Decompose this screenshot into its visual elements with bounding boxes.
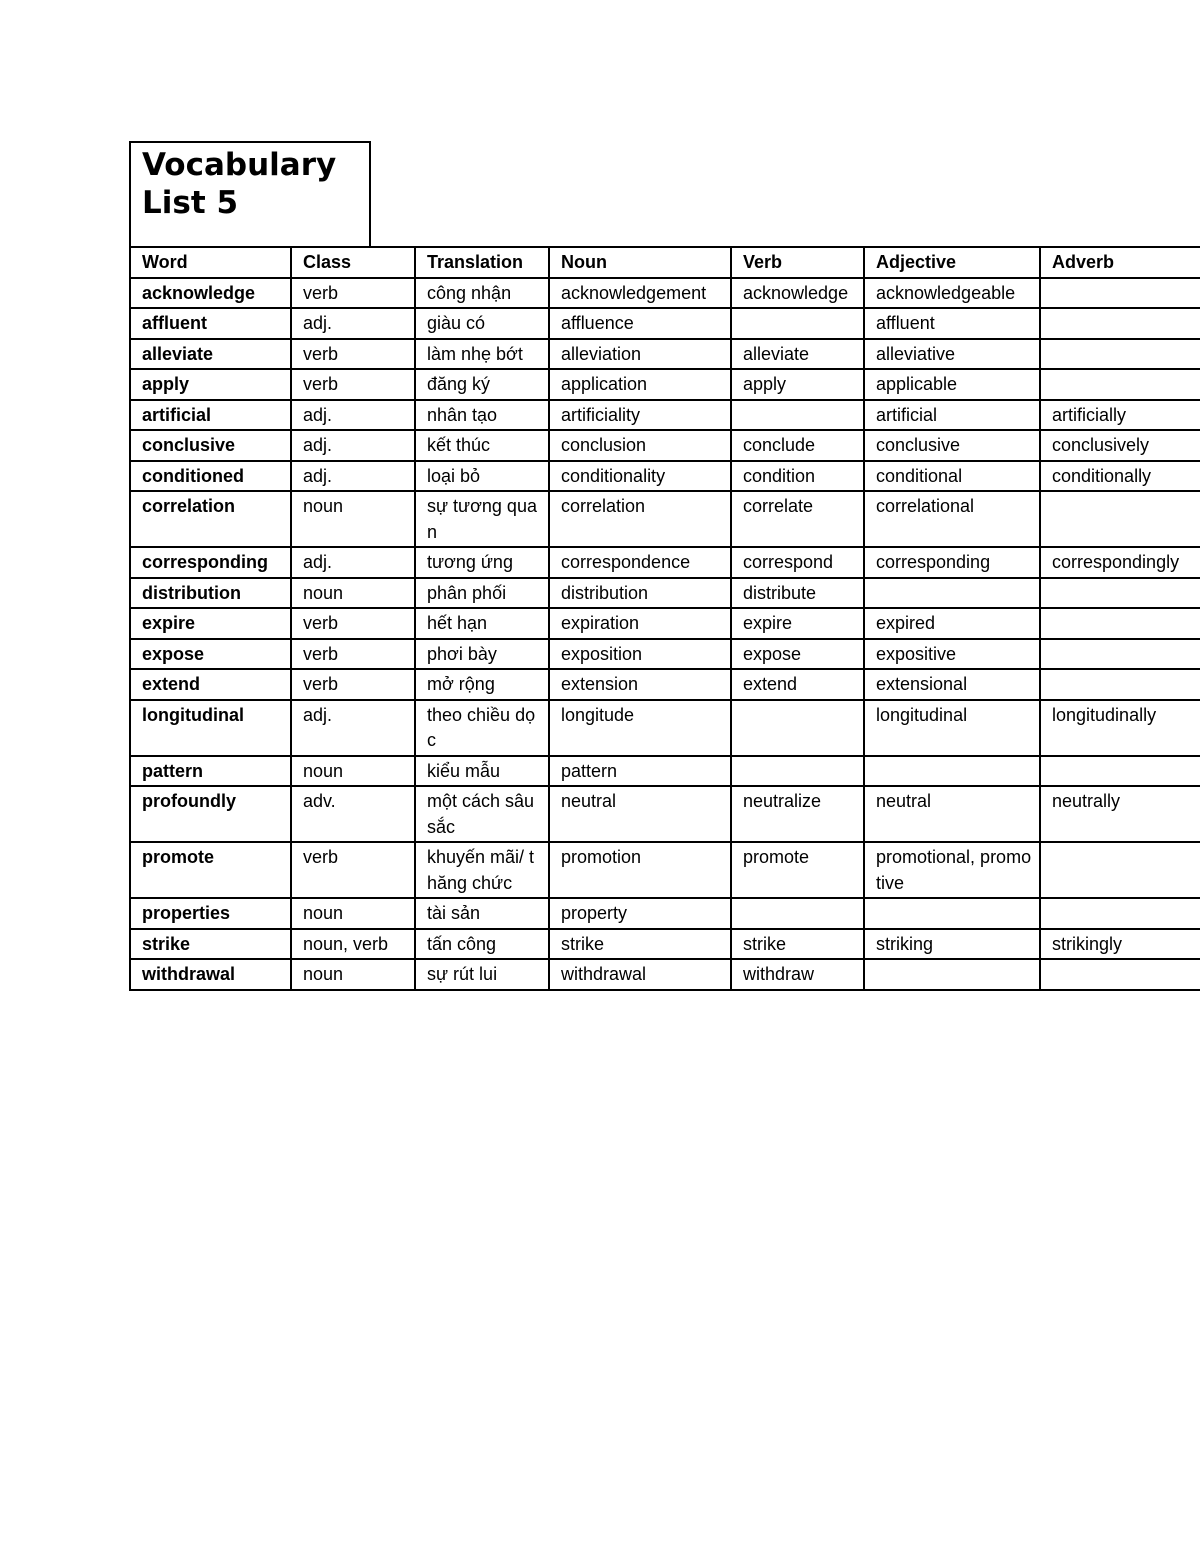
table-row (130, 608, 1200, 639)
cell-class: verb (291, 669, 415, 700)
cell-word: conditioned (130, 461, 291, 492)
cell-noun: acknowledgement (549, 278, 731, 309)
cell-class: noun (291, 898, 415, 929)
cell-adjective (864, 898, 1040, 929)
cell-adverb (1040, 491, 1200, 547)
cell-word: correlation (130, 491, 291, 547)
cell-noun: conditionality (549, 461, 731, 492)
cell-adjective: extensional (864, 669, 1040, 700)
cell-translation: mở rộng (415, 669, 549, 700)
cell-translation: tấn công (415, 929, 549, 960)
header-adjective: Adjective (864, 247, 1040, 278)
table-row (130, 700, 1200, 756)
cell-word: corresponding (130, 547, 291, 578)
cell-class: noun (291, 959, 415, 990)
table-row (130, 278, 1200, 309)
cell-noun: strike (549, 929, 731, 960)
cell-adverb (1040, 308, 1200, 339)
table-row (130, 786, 1200, 842)
cell-word: pattern (130, 756, 291, 787)
cell-word: apply (130, 369, 291, 400)
cell-verb: acknowledge (731, 278, 864, 309)
cell-verb (731, 308, 864, 339)
cell-adverb (1040, 369, 1200, 400)
cell-adjective (864, 959, 1040, 990)
table-row (130, 369, 1200, 400)
page-subtitle: List 5 (142, 185, 239, 221)
table-body (130, 278, 1200, 990)
cell-translation: sự rút lui (415, 959, 549, 990)
cell-translation: giàu có (415, 308, 549, 339)
cell-noun: exposition (549, 639, 731, 670)
cell-noun: correlation (549, 491, 731, 547)
table-row (130, 842, 1200, 898)
cell-adjective (864, 578, 1040, 609)
cell-translation: hết hạn (415, 608, 549, 639)
cell-translation: làm nhẹ bớt (415, 339, 549, 370)
cell-word: artificial (130, 400, 291, 431)
cell-adverb (1040, 608, 1200, 639)
cell-adverb (1040, 278, 1200, 309)
cell-translation: đăng ký (415, 369, 549, 400)
table-row (130, 898, 1200, 929)
cell-class: adj. (291, 430, 415, 461)
cell-adverb (1040, 669, 1200, 700)
cell-noun: extension (549, 669, 731, 700)
table-row (130, 959, 1200, 990)
table-row (130, 430, 1200, 461)
cell-class: adj. (291, 547, 415, 578)
cell-translation: tài sản (415, 898, 549, 929)
cell-verb: promote (731, 842, 864, 898)
cell-adjective: affluent (864, 308, 1040, 339)
header-row (130, 247, 1200, 278)
table-row (130, 461, 1200, 492)
cell-class: adv. (291, 786, 415, 842)
cell-class: noun (291, 491, 415, 547)
table-row (130, 308, 1200, 339)
cell-adverb (1040, 639, 1200, 670)
cell-noun: property (549, 898, 731, 929)
table-row (130, 639, 1200, 670)
cell-noun: conclusion (549, 430, 731, 461)
cell-translation: loại bỏ (415, 461, 549, 492)
cell-adjective: promotional, promotive (864, 842, 1040, 898)
cell-verb: withdraw (731, 959, 864, 990)
cell-noun: artificiality (549, 400, 731, 431)
cell-class: verb (291, 608, 415, 639)
cell-adjective: expositive (864, 639, 1040, 670)
cell-noun: expiration (549, 608, 731, 639)
cell-verb: conclude (731, 430, 864, 461)
table-row (130, 929, 1200, 960)
cell-word: affluent (130, 308, 291, 339)
table-row (130, 669, 1200, 700)
cell-translation: nhân tạo (415, 400, 549, 431)
cell-adjective: striking (864, 929, 1040, 960)
cell-word: extend (130, 669, 291, 700)
cell-adverb: conditionally (1040, 461, 1200, 492)
table-row (130, 491, 1200, 547)
cell-adverb (1040, 756, 1200, 787)
cell-adjective: expired (864, 608, 1040, 639)
cell-adverb: longitudinally (1040, 700, 1200, 756)
cell-noun: alleviation (549, 339, 731, 370)
cell-verb: apply (731, 369, 864, 400)
header-word: Word (130, 247, 291, 278)
cell-class: noun (291, 578, 415, 609)
table-row (130, 756, 1200, 787)
cell-noun: withdrawal (549, 959, 731, 990)
cell-verb: expose (731, 639, 864, 670)
cell-verb: correlate (731, 491, 864, 547)
cell-adverb (1040, 842, 1200, 898)
cell-class: adj. (291, 308, 415, 339)
header-adverb: Adverb (1040, 247, 1200, 278)
cell-adjective: artificial (864, 400, 1040, 431)
cell-adverb (1040, 898, 1200, 929)
cell-adjective: conditional (864, 461, 1040, 492)
cell-word: acknowledge (130, 278, 291, 309)
table-row (130, 400, 1200, 431)
cell-verb: neutralize (731, 786, 864, 842)
cell-verb (731, 756, 864, 787)
cell-word: conclusive (130, 430, 291, 461)
cell-noun: application (549, 369, 731, 400)
table-row (130, 547, 1200, 578)
cell-word: expire (130, 608, 291, 639)
cell-class: verb (291, 639, 415, 670)
cell-word: longitudinal (130, 700, 291, 756)
cell-word: distribution (130, 578, 291, 609)
cell-class: verb (291, 339, 415, 370)
cell-translation: một cách sâu sắc (415, 786, 549, 842)
cell-word: strike (130, 929, 291, 960)
cell-word: properties (130, 898, 291, 929)
table-row (130, 339, 1200, 370)
cell-verb: correspond (731, 547, 864, 578)
cell-adjective: correlational (864, 491, 1040, 547)
page-title: Vocabulary (142, 147, 337, 183)
cell-word: alleviate (130, 339, 291, 370)
cell-translation: kết thúc (415, 430, 549, 461)
cell-verb: strike (731, 929, 864, 960)
cell-noun: correspondence (549, 547, 731, 578)
cell-adverb: conclusively (1040, 430, 1200, 461)
cell-class: noun, verb (291, 929, 415, 960)
cell-class: noun (291, 756, 415, 787)
cell-verb: expire (731, 608, 864, 639)
cell-translation: phân phối (415, 578, 549, 609)
cell-adjective: conclusive (864, 430, 1040, 461)
cell-adjective: neutral (864, 786, 1040, 842)
vocabulary-table (129, 246, 1200, 991)
cell-adjective (864, 756, 1040, 787)
cell-verb (731, 400, 864, 431)
cell-noun: promotion (549, 842, 731, 898)
header-noun: Noun (549, 247, 731, 278)
cell-adverb (1040, 339, 1200, 370)
cell-class: adj. (291, 400, 415, 431)
cell-noun: neutral (549, 786, 731, 842)
cell-translation: tương ứng (415, 547, 549, 578)
cell-translation: công nhận (415, 278, 549, 309)
cell-word: promote (130, 842, 291, 898)
cell-verb (731, 898, 864, 929)
cell-class: verb (291, 278, 415, 309)
cell-verb: distribute (731, 578, 864, 609)
cell-class: verb (291, 842, 415, 898)
cell-word: profoundly (130, 786, 291, 842)
cell-verb (731, 700, 864, 756)
cell-noun: pattern (549, 756, 731, 787)
cell-translation: kiểu mẫu (415, 756, 549, 787)
cell-adverb: strikingly (1040, 929, 1200, 960)
cell-adjective: longitudinal (864, 700, 1040, 756)
cell-adjective: alleviative (864, 339, 1040, 370)
cell-translation: phơi bày (415, 639, 549, 670)
cell-verb: condition (731, 461, 864, 492)
cell-noun: distribution (549, 578, 731, 609)
cell-adverb: artificially (1040, 400, 1200, 431)
cell-class: adj. (291, 700, 415, 756)
cell-adverb (1040, 959, 1200, 990)
cell-noun: longitude (549, 700, 731, 756)
header-verb: Verb (731, 247, 864, 278)
cell-adverb: correspondingly (1040, 547, 1200, 578)
cell-class: adj. (291, 461, 415, 492)
cell-word: withdrawal (130, 959, 291, 990)
cell-translation: khuyến mãi/ thăng chức (415, 842, 549, 898)
cell-translation: theo chiều dọc (415, 700, 549, 756)
cell-noun: affluence (549, 308, 731, 339)
cell-adverb: neutrally (1040, 786, 1200, 842)
cell-translation: sự tương quan (415, 491, 549, 547)
cell-class: verb (291, 369, 415, 400)
cell-verb: extend (731, 669, 864, 700)
cell-adverb (1040, 578, 1200, 609)
cell-verb: alleviate (731, 339, 864, 370)
cell-adjective: corresponding (864, 547, 1040, 578)
header-translation: Translation (415, 247, 549, 278)
header-class: Class (291, 247, 415, 278)
cell-adjective: acknowledgeable (864, 278, 1040, 309)
title-box (129, 141, 371, 247)
table-row (130, 578, 1200, 609)
cell-adjective: applicable (864, 369, 1040, 400)
cell-word: expose (130, 639, 291, 670)
